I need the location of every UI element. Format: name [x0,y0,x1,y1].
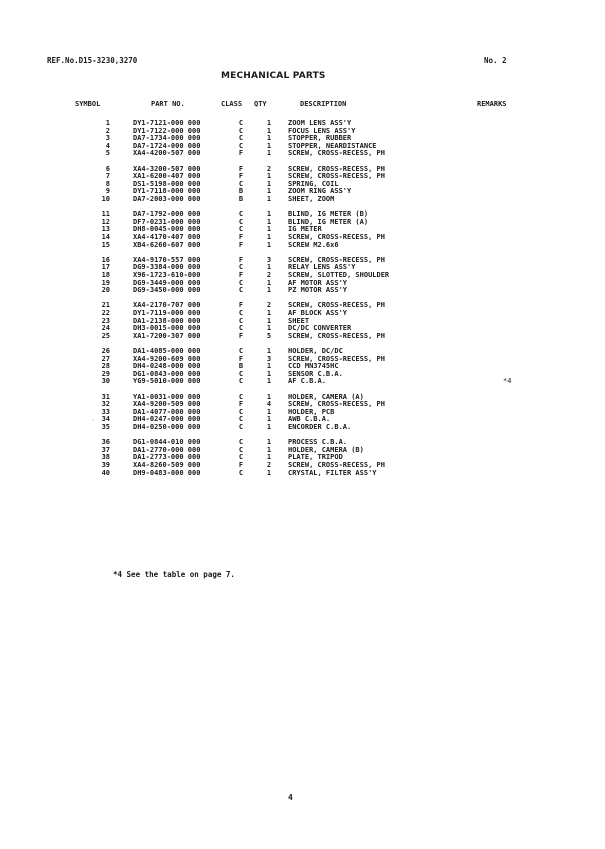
row-symbol: 14 [101,233,110,241]
row-description: BLIND, IG METER (B) [288,210,369,219]
page-title: MECHANICAL PARTS [221,71,326,81]
row-class: F [238,354,244,363]
row-symbol: 39 [101,461,110,469]
row-description: SCREW, CROSS-RECESS, PH [288,233,385,241]
row-class: C [238,347,244,355]
row-description: ZOOM LENS ASS'Y [288,119,352,127]
row-part-number: XA1-6200-407 000 [133,172,201,181]
table-row [0,469,605,478]
row-quantity: 1 [266,210,272,219]
row-symbol: 15 [101,240,110,249]
row-part-number: DY1-7118-000 000 [133,187,201,196]
row-description: HOLDER, PCB [288,407,335,416]
row-symbol: 16 [101,255,110,264]
row-description: HOLDER, CAMERA (A) [288,392,364,401]
row-description: SCREW, CROSS-RECESS, PH [288,354,385,363]
row-quantity: 2 [266,461,272,469]
row-description: SCREW, CROSS-RECESS, PH [288,164,385,173]
row-part-number: DA7-2003-000 000 [133,195,201,203]
row-part-number: XA4-9200-509 000 [133,400,201,409]
row-description: SCREW, CROSS-RECESS, PH [288,301,385,310]
row-class: F [238,240,244,249]
table-row [0,286,605,295]
row-quantity: 1 [266,195,272,203]
row-class: C [238,217,244,226]
row-description: ENCORDER C.B.A. [288,423,352,431]
row-quantity: 1 [266,187,272,196]
row-description: SCREW M2.6x6 [288,240,339,249]
row-quantity: 1 [266,392,272,401]
row-symbol: 33 [101,407,110,416]
row-class: F [238,301,244,310]
row-symbol: 35 [101,423,110,431]
reference-number: REF.No.D15-3230,3270 [47,56,138,65]
row-description: SHEET [288,316,310,325]
row-description: AF BLOCK ASS'Y [288,309,348,317]
row-symbol: 25 [101,331,110,340]
row-class: C [238,263,244,272]
row-description: RELAY LENS ASS'Y [288,263,356,272]
row-quantity: 1 [266,263,272,272]
row-symbol: 26 [101,347,110,355]
row-symbol: 28 [101,362,110,371]
row-class: C [238,141,244,150]
row-part-number: DH9-0483-000 000 [133,468,201,477]
row-part-number: DH4-0248-000 000 [133,362,201,371]
row-class: B [238,362,244,371]
row-class: C [238,392,244,401]
row-class: F [238,331,244,340]
row-symbol: 7 [105,172,110,181]
row-quantity: 1 [266,233,272,241]
page-number: 4 [288,793,293,802]
row-part-number: XA4-9200-609 000 [133,354,201,363]
row-description: FOCUS LENS ASS'Y [288,126,356,135]
table-row [0,377,605,386]
row-class: F [238,400,244,409]
row-symbol: 8 [105,179,110,188]
row-quantity: 3 [266,255,272,264]
row-part-number: XA4-2170-707 000 [133,301,201,310]
row-symbol: 21 [101,301,110,310]
row-quantity: 1 [266,347,272,355]
row-quantity: 4 [266,400,272,409]
row-part-number: DG9-3449-000 000 [133,278,201,287]
row-class: C [238,377,244,386]
row-class: F [238,172,244,181]
row-symbol: 22 [101,309,110,317]
row-part-number: XA1-7200-307 000 [133,331,201,340]
row-description: STOPPER, NEARDISTANCE [288,141,377,150]
row-symbol: 24 [101,324,110,333]
row-part-number: DG1-0843-000 000 [133,369,201,378]
row-class: C [238,134,244,143]
row-quantity: 1 [266,134,272,143]
row-description: PLATE, TRIPOD [288,453,343,462]
row-symbol: 38 [101,453,110,462]
row-quantity: 1 [266,369,272,378]
row-part-number: DA7-1734-000 000 [133,134,201,143]
row-symbol: 19 [101,278,110,287]
row-quantity: 1 [266,179,272,188]
row-part-number: DY1-7119-000 000 [133,309,201,317]
row-quantity: 1 [266,362,272,371]
row-part-number: DG9-3450-000 000 [133,286,201,295]
row-class: C [238,453,244,462]
row-description: SENSOR C.B.A. [288,369,343,378]
row-symbol: 32 [101,400,110,409]
row-class: C [238,445,244,454]
row-description: SHEET, ZOOM [288,195,335,203]
row-class: C [238,286,244,295]
row-part-number: DG9-3384-000 000 [133,263,201,272]
column-header-description: DESCRIPTION [300,100,347,108]
sheet-number: No. 2 [484,56,507,65]
row-remarks: *4 [503,377,512,386]
row-part-number: XA4-8260-509 000 [133,461,201,469]
row-symbol: 23 [101,316,110,325]
row-quantity: 1 [266,377,272,386]
row-description: SPRING, COIL [288,179,339,188]
table-row [0,149,605,158]
row-part-number: DA1-2138-000 000 [133,316,201,325]
row-part-number: YA1-0031-000 000 [133,392,201,401]
row-quantity: 1 [266,278,272,287]
row-description: ZOOM RING ASS'Y [288,187,352,196]
row-symbol: 12 [101,217,110,226]
row-description: SCREW, CROSS-RECESS, PH [288,400,385,409]
row-description: SCREW, CROSS-RECESS, PH [288,461,385,469]
row-description: AF MOTOR ASS'Y [288,278,348,287]
row-class: C [238,468,244,477]
row-symbol: 10 [101,195,110,203]
row-description: AF C.B.A. [288,377,326,386]
row-description: SCREW, CROSS-RECESS, PH [288,172,385,181]
row-class: C [238,423,244,431]
row-quantity: 1 [266,445,272,454]
row-part-number: DA1-4077-000 000 [133,407,201,416]
table-row [0,195,605,204]
row-part-number: DG1-0844-010 000 [133,438,201,447]
row-description: SCREW, CROSS-RECESS, PH [288,331,385,340]
row-class: F [238,164,244,173]
row-description: SCREW, SLOTTED, SHOULDER [288,271,390,279]
row-class: C [238,415,244,424]
row-part-number: DA1-4085-000 000 [133,347,201,355]
row-part-number: DY1-7121-000 000 [133,119,201,127]
row-quantity: 1 [266,225,272,234]
table-row [0,241,605,250]
row-class: C [238,225,244,234]
row-part-number: DH3-0015-000 000 [133,324,201,333]
row-quantity: 2 [266,271,272,279]
row-quantity: 5 [266,331,272,340]
row-part-number: DH4-0250-000 000 [133,423,201,431]
row-quantity: 1 [266,309,272,317]
row-description: SCREW, CROSS-RECESS, PH [288,255,385,264]
row-class: C [238,369,244,378]
row-symbol: 3 [105,134,110,143]
row-symbol: 31 [101,392,110,401]
row-class: C [238,126,244,135]
row-part-number: DF7-0231-000 000 [133,217,201,226]
row-quantity: 1 [266,119,272,127]
row-symbol: 4 [105,141,110,150]
row-part-number: X96-1723-610-000 [133,271,201,279]
row-symbol: 1 [105,119,110,127]
row-quantity: 1 [266,468,272,477]
row-symbol: 6 [105,164,110,173]
row-class: C [238,210,244,219]
row-part-number: XA4-4200-507 000 [133,149,201,158]
row-quantity: 1 [266,126,272,135]
row-quantity: 1 [266,149,272,158]
row-symbol: 36 [101,438,110,447]
row-description: BLIND, IG METER (A) [288,217,369,226]
row-symbol: 13 [101,225,110,234]
row-class: C [238,309,244,317]
row-quantity: 1 [266,141,272,150]
row-class: F [238,255,244,264]
column-header-remarks: REMARKS [477,100,507,108]
row-symbol: 11 [101,210,110,219]
row-part-number: DS1-5198-000 000 [133,179,201,188]
row-class: B [238,195,244,203]
row-part-number: DA1-2773-000 000 [133,453,201,462]
row-quantity: 1 [266,415,272,424]
row-class: F [238,233,244,241]
row-part-number: YG9-5010-000 000 [133,377,201,386]
row-symbol: 29 [101,369,110,378]
row-description: CCD MN3745HC [288,362,339,371]
row-description: PROCESS C.B.A. [288,438,348,447]
row-quantity: 3 [266,354,272,363]
row-part-number: XB4-6260-607 000 [133,240,201,249]
column-header-qty: QTY [254,100,267,108]
row-symbol: 9 [105,187,110,196]
row-symbol: 27 [101,354,110,363]
column-header-symbol: SYMBOL [75,100,101,108]
row-class: C [238,179,244,188]
column-header-part-no: PART NO. [151,100,185,108]
row-quantity: 1 [266,172,272,181]
row-class: C [238,278,244,287]
table-row [0,423,605,432]
table-row [0,332,605,341]
row-class: C [238,316,244,325]
row-part-number: DA7-1792-000 000 [133,210,201,219]
row-class: C [238,438,244,447]
row-symbol: 40 [101,468,110,477]
row-description: SCREW, CROSS-RECESS, PH [288,149,385,158]
row-class: B [238,187,244,196]
margin-mark: · [91,417,95,424]
row-description: CRYSTAL, FILTER ASS'Y [288,468,377,477]
row-symbol: 2 [105,126,110,135]
row-quantity: 1 [266,407,272,416]
row-quantity: 1 [266,423,272,431]
row-description: AWB C.B.A. [288,415,331,424]
row-part-number: DH8-0045-000 000 [133,225,201,234]
row-part-number: DH4-0247-000 000 [133,415,201,424]
row-symbol: 30 [101,377,110,386]
row-symbol: 34 [101,415,110,424]
row-symbol: 17 [101,263,110,272]
row-description: DC/DC CONVERTER [288,324,352,333]
row-symbol: 37 [101,445,110,454]
row-class: C [238,324,244,333]
row-class: F [238,271,244,279]
row-part-number: XA4-4170-407 000 [133,233,201,241]
row-part-number: DA7-1724-000 000 [133,141,201,150]
row-part-number: DY1-7122-000 000 [133,126,201,135]
row-symbol: 18 [101,271,110,279]
row-class: F [238,149,244,158]
row-description: PZ MOTOR ASS'Y [288,286,348,295]
row-symbol: 5 [105,149,110,158]
row-quantity: 2 [266,164,272,173]
row-quantity: 1 [266,316,272,325]
row-symbol: 20 [101,286,110,295]
row-quantity: 1 [266,240,272,249]
row-description: HOLDER, DC/DC [288,347,343,355]
column-header-class: CLASS [221,100,243,108]
row-quantity: 1 [266,286,272,295]
row-class: C [238,119,244,127]
row-description: STOPPER, RUBBER [288,134,352,143]
row-class: F [238,461,244,469]
row-class: C [238,407,244,416]
footnote: *4 See the table on page 7. [113,570,235,579]
row-part-number: DA1-2770-000 000 [133,445,201,454]
row-quantity: 2 [266,301,272,310]
row-quantity: 1 [266,324,272,333]
row-part-number: XA4-9170-557 000 [133,255,201,264]
row-description: HOLDER, CAMERA (B) [288,445,364,454]
row-quantity: 1 [266,438,272,447]
row-quantity: 1 [266,217,272,226]
row-quantity: 1 [266,453,272,462]
row-description: IG METER [288,225,322,234]
row-part-number: XA4-3200-507 000 [133,164,201,173]
